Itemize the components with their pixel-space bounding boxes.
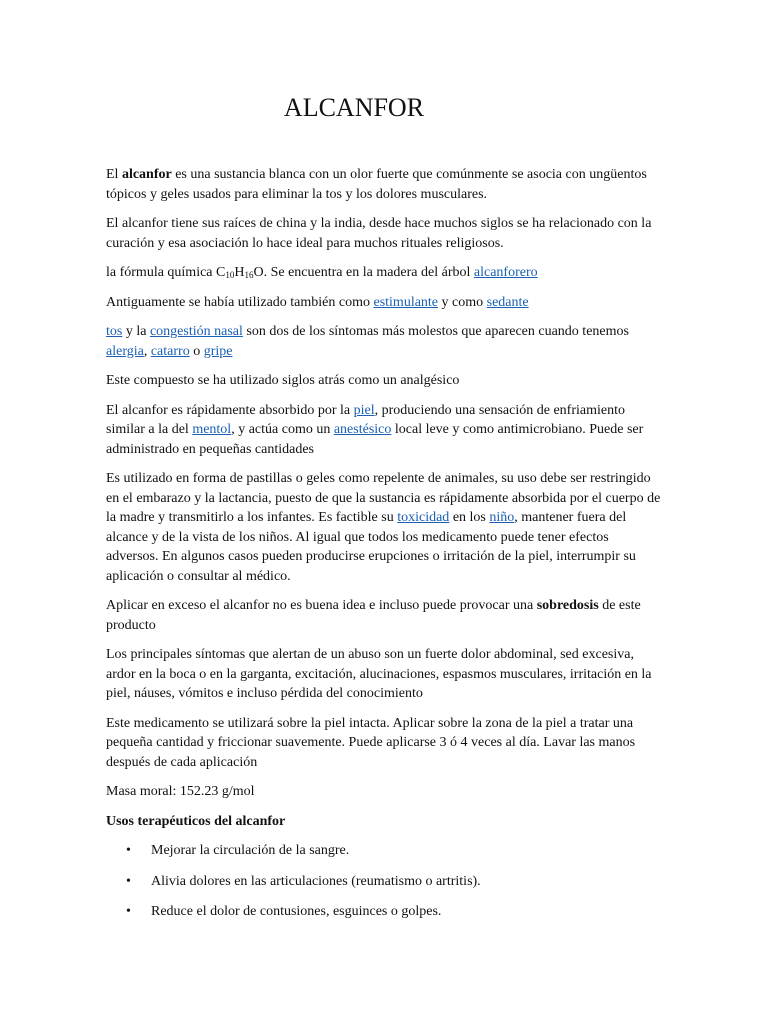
uses-heading: [106, 812, 662, 832]
link-tos[interactable]: tos: [106, 324, 123, 339]
text-run: en los: [449, 510, 490, 525]
paragraph-absorption: [106, 401, 662, 460]
document-title: ALCANFOR: [283, 93, 425, 122]
paragraph-historic-use: [106, 293, 662, 313]
list-item-text: Alivia dolores en las articulaciones (reumatismo o artritis).: [151, 873, 481, 889]
link-estimulante[interactable]: estimulante: [373, 294, 439, 310]
text-run: es una sustancia blanca con un olor fuerte que comúnmente se asocia con ungüentos tópicos y geles usados para eliminar la tos y los dolores musculares.: [106, 167, 647, 202]
bold-term-alcanfor: alcanfor: [121, 167, 172, 182]
text-run: , produciendo una sensación de enfriamiento similar a la del: [106, 402, 625, 437]
formula-subscript: 10: [225, 270, 235, 280]
bullet-icon: •: [126, 904, 131, 919]
text-run: la fórmula química C: [106, 265, 226, 280]
paragraph-usage-warning: [106, 469, 662, 586]
list-item: [106, 902, 662, 922]
link-mentol[interactable]: mentol: [192, 422, 232, 437]
text-run: Aplicar en exceso el alcanfor no es buena idea e incluso puede provocar una: [106, 598, 537, 613]
link-alergia[interactable]: alergia: [106, 343, 144, 359]
paragraph-intro: [106, 165, 662, 204]
uses-list: [106, 841, 662, 922]
text-run: y la: [122, 324, 150, 339]
link-catarro[interactable]: catarro: [150, 343, 190, 359]
document-body: [106, 165, 662, 933]
link-sedante[interactable]: sedante: [486, 294, 529, 310]
text-run: local leve y como antimicrobiano. Puede ser administrado en pequeñas cantidades: [106, 422, 644, 457]
text-run: H: [234, 265, 245, 280]
link-gripe[interactable]: gripe: [203, 343, 233, 359]
link-congestion-nasal[interactable]: congestión nasal: [149, 324, 243, 339]
text-run: , y actúa como un: [231, 422, 334, 437]
paragraph-origin: El alcanfor tiene sus raíces de china y la india, desde hace muchos siglos se ha relacionado con la curación y esa asociación lo hace ideal para muchos rituales religiosos.: [106, 216, 652, 251]
text-run: Es utilizado en forma de pastillas o geles como repelente de animales, su uso debe ser restringido en el embarazo y la lactancia, puesto de que la sustancia es rápidamente absorbida por el cuerpo de la madre y transmitirlo a los infantes. Es factible su: [106, 471, 661, 525]
link-anestesico[interactable]: anestésico: [333, 422, 392, 437]
text-run: El: [106, 167, 122, 182]
formula-subscript: 16: [244, 270, 254, 280]
text-run: O. Se encuentra en la madera del árbol: [253, 265, 474, 280]
link-toxicidad[interactable]: toxicidad: [397, 510, 450, 525]
uses-heading-text: Usos terapéuticos del alcanfor: [106, 813, 286, 829]
list-item: [106, 872, 662, 892]
bullet-icon: •: [126, 843, 131, 858]
text-run: , mantener fuera del alcance y de la vista de los niños. Al igual que todos los medicamento puede tener efectos adversos. En algunos casos pueden producirse erupciones o irritación de la piel, interrumpir su aplicación o consultar al médico.: [106, 510, 636, 584]
link-alcanforero[interactable]: alcanforero: [473, 265, 538, 280]
paragraph-application: Este medicamento se utilizará sobre la piel intacta. Aplicar sobre la zona de la piel a tratar una pequeña cantidad y friccionar suavemente. Puede aplicarse 3 ó 4 veces al día. Lavar las manos después de cada aplicación: [106, 715, 636, 770]
link-piel[interactable]: piel: [353, 402, 375, 418]
paragraph-overdose: [106, 596, 662, 635]
list-item: [106, 841, 662, 861]
text-run: de este producto: [106, 598, 641, 633]
paragraph-analgesic: Este compuesto se ha utilizado siglos atrás como un analgésico: [106, 373, 460, 388]
bullet-icon: •: [126, 873, 131, 889]
paragraph-abuse-symptoms: Los principales síntomas que alertan de un abuso son un fuerte dolor abdominal, sed excesiva, ardor en la boca o en la garganta, excitación, alucinaciones, espasmos musculares, irritación en la piel, náuses, vómitos e incluso pérdida del conocimiento: [106, 647, 652, 701]
list-item-text: Reduce el dolor de contusiones, esguinces o golpes.: [151, 904, 442, 919]
text-run: y como: [438, 294, 487, 310]
text-run: ,: [143, 343, 151, 359]
text-run: son dos de los síntomas más molestos que aparecen cuando tenemos: [242, 324, 629, 339]
paragraph-molar-mass: Masa moral: 152.23 g/mol: [106, 784, 255, 799]
text-run: o: [189, 343, 204, 359]
text-run: El alcanfor es rápidamente absorbido por la: [106, 402, 354, 418]
text-run: Antiguamente se había utilizado también como: [106, 294, 374, 310]
paragraph-formula: [106, 263, 662, 283]
link-nino[interactable]: niño: [489, 510, 515, 525]
paragraph-symptoms: [106, 322, 662, 361]
list-item-text: Mejorar la circulación de la sangre.: [151, 843, 350, 858]
bold-term-sobredosis: sobredosis: [536, 598, 599, 613]
